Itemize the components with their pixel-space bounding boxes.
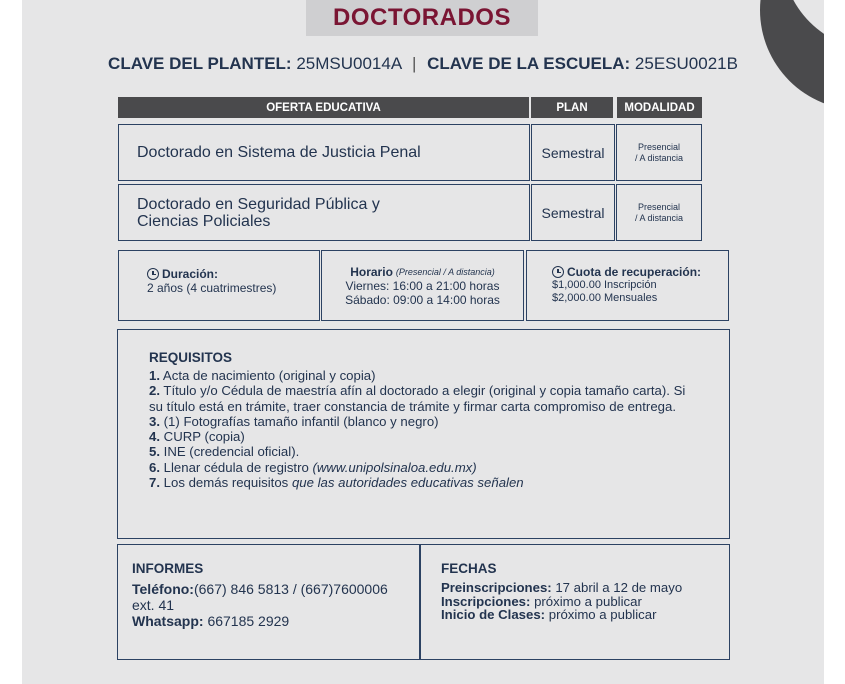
requisito-num: 5. (149, 444, 160, 460)
modalidad-cell-2 (616, 184, 702, 241)
cuota-line1: $1,000.00 Inscripción (552, 279, 657, 291)
clave-plantel-value: 25MSU0014A (296, 54, 402, 73)
fechas-box (420, 544, 730, 660)
program-name-line1: Doctorado en Seguridad Pública y (137, 195, 380, 213)
requisito-item (149, 383, 729, 398)
horario-line1: Viernes: 16:00 a 21:00 horas (345, 279, 500, 293)
program-name-line1: Doctorado en Sistema de Justicia Penal (137, 144, 421, 161)
requisito-text: Llenar cédula de registro (160, 459, 313, 475)
requisito-item (149, 475, 729, 490)
requisito-text: INE (credencial oficial). (160, 444, 300, 460)
modalidad-line2: / A distancia (634, 152, 684, 163)
fechas-title: FECHAS (441, 561, 497, 576)
plan-cell-2: Semestral (531, 184, 615, 241)
fecha-value: 17 abril a 12 de mayo (551, 580, 683, 595)
requisito-num: 4. (149, 429, 160, 445)
modalidad-cell-1 (616, 124, 702, 181)
requisito-item (149, 444, 729, 459)
fecha-item (441, 608, 729, 622)
requisitos-box (117, 329, 730, 539)
clave-escuela-label: CLAVE DE LA ESCUELA: (427, 54, 631, 73)
cuota-line2: $2,000.00 Mensuales (552, 292, 658, 304)
requisito-italic-text: que las autoridades educativas señalen (291, 475, 524, 491)
duracion-value: 2 años (4 cuatrimestres) (147, 281, 277, 295)
telefono-line (132, 581, 419, 597)
header-oferta-educativa: OFERTA EDUCATIVA (118, 97, 529, 118)
duracion-label: Duración: (162, 267, 219, 281)
duracion-box (118, 250, 320, 321)
fecha-label: Preinscripciones: (441, 580, 552, 595)
telefono-label: Teléfono: (132, 581, 194, 597)
modalidad-line2: / A distancia (634, 212, 684, 223)
requisitos-title: REQUISITOS (149, 350, 233, 365)
plan-cell-1: Semestral (531, 124, 615, 181)
whatsapp-value[interactable]: 667185 2929 (203, 613, 290, 629)
requisito-num: 3. (149, 413, 160, 429)
fecha-label: Inicio de Clases: (441, 607, 546, 622)
header-plan: PLAN (531, 97, 613, 118)
requisito-item (149, 460, 729, 475)
program-cell-2 (118, 184, 530, 241)
informes-box (117, 544, 420, 660)
horario-title (322, 265, 523, 279)
flyer-page (22, 0, 824, 684)
fecha-value: próximo a publicar (545, 607, 657, 622)
fecha-item (441, 595, 729, 609)
requisito-text: Los demás requisitos (160, 475, 292, 491)
program-name-line2: Ciencias Policiales (137, 212, 271, 230)
cuota-box (526, 250, 729, 321)
requisito-text: (1) Fotografías tamaño infantil (blanco y negro) (160, 413, 439, 429)
informes-title: INFORMES (132, 561, 204, 576)
cuota-title (552, 265, 728, 279)
clave-separator: | (411, 54, 417, 73)
horario-label: Horario (350, 265, 393, 279)
clave-escuela-value: 25ESU0021B (634, 54, 738, 73)
requisito-num: 6. (149, 459, 160, 475)
requisito-num: 1. (149, 368, 160, 383)
requisito-num: 7. (149, 475, 160, 491)
fecha-label: Inscripciones: (441, 593, 531, 609)
requisito-item (149, 368, 729, 383)
horario-line2: Sábado: 09:00 a 14:00 horas (345, 293, 500, 307)
clock-icon (552, 266, 564, 278)
requisito-text: su título está en trámite, traer constancia de trámite y firmar carta compromiso de entrega. (149, 398, 676, 414)
horario-box (321, 250, 524, 321)
claves-line (22, 54, 824, 74)
modalidad-line1: Presencial (637, 201, 680, 212)
program-cell-1 (118, 124, 530, 181)
header-modalidad: MODALIDAD (617, 97, 702, 118)
requisito-text: CURP (copia) (160, 429, 245, 445)
page-title: DOCTORADOS (333, 4, 511, 31)
requisito-text: Título y/o Cédula de maestría afín al doctorado a elegir (original y copia tamaño carta). Si (160, 383, 686, 399)
cuota-label: Cuota de recuperación: (567, 265, 702, 279)
requisito-text: Acta de nacimiento (original y copia) (160, 368, 376, 383)
horario-note: (Presencial / A distancia) (395, 267, 495, 277)
whatsapp-line (132, 613, 419, 629)
telefono-ext: ext. 41 (132, 597, 175, 613)
modalidad-line1: Presencial (637, 141, 680, 152)
requisito-link[interactable]: (www.unipolsinaloa.edu.mx) (312, 459, 477, 475)
requisito-item (149, 414, 729, 429)
whatsapp-label: Whatsapp: (132, 613, 204, 629)
requisito-num: 2. (149, 383, 160, 399)
telefono-value[interactable]: (667) 846 5813 / (667)7600006 (193, 581, 388, 597)
fecha-item (441, 581, 729, 595)
title-banner (306, 0, 538, 36)
requisito-item (149, 429, 729, 444)
clock-icon (147, 268, 159, 280)
duracion-title (147, 267, 319, 281)
fecha-value: próximo a publicar (530, 593, 642, 609)
requisito-item (149, 399, 729, 414)
clave-plantel-label: CLAVE DEL PLANTEL: (108, 54, 292, 73)
